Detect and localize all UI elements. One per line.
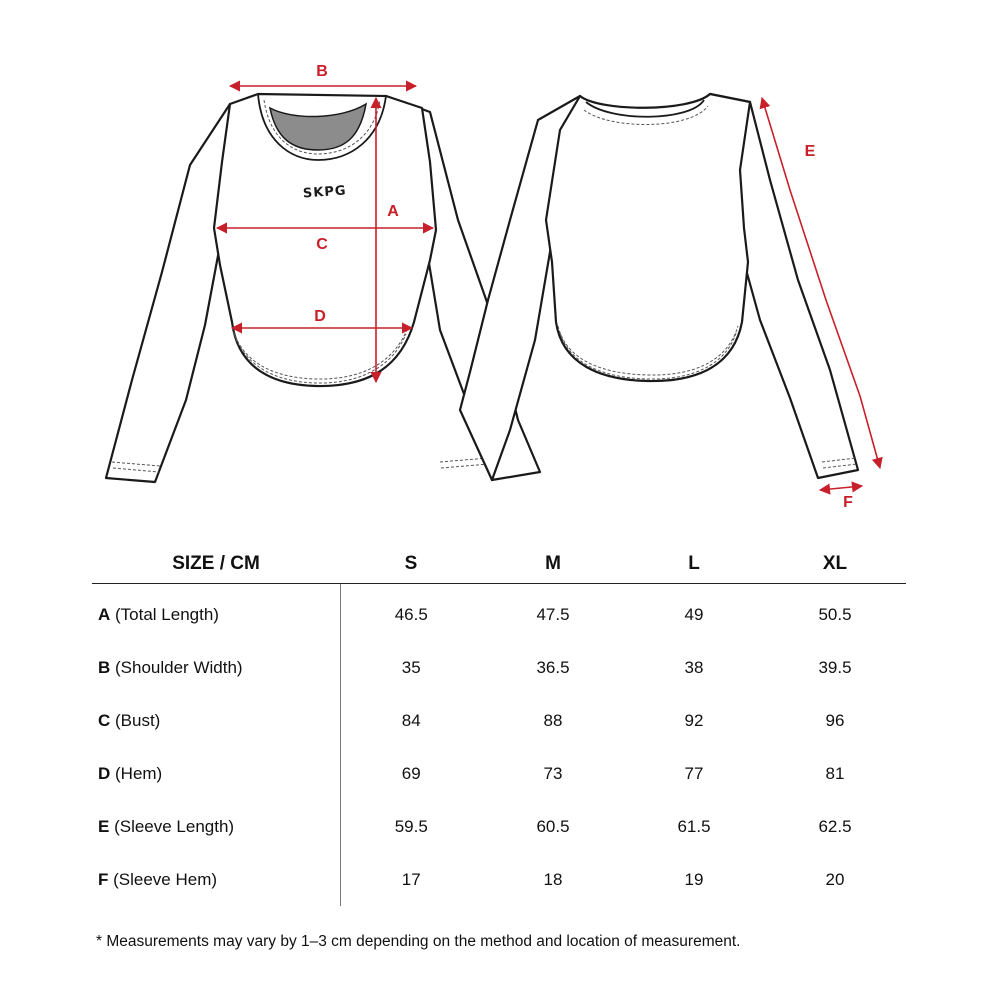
row-name: (Sleeve Hem) bbox=[108, 869, 218, 889]
cell-value: 20 bbox=[825, 869, 845, 889]
cell-value: 73 bbox=[543, 763, 563, 783]
table-header-row bbox=[92, 545, 906, 584]
table-row bbox=[92, 747, 906, 800]
cell-value: 92 bbox=[684, 710, 704, 730]
cell-value: 59.5 bbox=[394, 816, 428, 836]
cell-value: 62.5 bbox=[818, 816, 852, 836]
cell-value: 84 bbox=[401, 710, 421, 730]
back-body bbox=[546, 94, 750, 381]
row-label bbox=[92, 584, 340, 642]
label-c: C bbox=[316, 236, 328, 253]
cell-value: 96 bbox=[825, 710, 845, 730]
front-left-sleeve bbox=[106, 104, 230, 482]
cell-value: 77 bbox=[684, 763, 704, 783]
row-label bbox=[92, 747, 340, 800]
row-letter: D bbox=[98, 763, 111, 783]
row-label bbox=[92, 800, 340, 853]
cell-value: 49 bbox=[684, 604, 704, 624]
cell-value: 36.5 bbox=[536, 657, 570, 677]
row-name: (Hem) bbox=[110, 763, 163, 783]
header-size-s: S bbox=[340, 545, 482, 584]
row-name: (Shoulder Width) bbox=[110, 657, 243, 677]
label-f: F bbox=[843, 494, 853, 511]
cell-value: 35 bbox=[401, 657, 421, 677]
label-b: B bbox=[316, 63, 328, 80]
row-name: (Bust) bbox=[110, 710, 161, 730]
measurement-note: * Measurements may vary by 1–3 cm depending on the method and location of measurement. bbox=[96, 933, 741, 950]
cell-value: 38 bbox=[684, 657, 704, 677]
header-size-xl: XL bbox=[764, 545, 906, 584]
table-row bbox=[92, 584, 906, 642]
cell-value: 46.5 bbox=[394, 604, 428, 624]
label-e: E bbox=[804, 143, 816, 160]
row-label bbox=[92, 694, 340, 747]
chest-logo: SKPG bbox=[302, 183, 348, 202]
table-row bbox=[92, 694, 906, 747]
row-label bbox=[92, 641, 340, 694]
table-row bbox=[92, 641, 906, 694]
cell-value: 60.5 bbox=[536, 816, 570, 836]
label-a: A bbox=[387, 203, 399, 220]
row-letter: F bbox=[98, 869, 109, 889]
row-letter: A bbox=[98, 604, 111, 624]
cell-value: 39.5 bbox=[818, 657, 852, 677]
header-size-label: SIZE / CM bbox=[92, 545, 340, 584]
table-row bbox=[92, 800, 906, 853]
row-letter: C bbox=[98, 710, 111, 730]
cell-value: 47.5 bbox=[536, 604, 570, 624]
row-name: (Sleeve Length) bbox=[109, 816, 235, 836]
cell-value: 61.5 bbox=[677, 816, 711, 836]
cell-value: 18 bbox=[543, 869, 563, 889]
header-size-m: M bbox=[482, 545, 624, 584]
cell-value: 88 bbox=[543, 710, 563, 730]
row-name: (Total Length) bbox=[110, 604, 219, 624]
row-label bbox=[92, 853, 340, 906]
measure-line-f bbox=[820, 486, 862, 490]
row-letter: B bbox=[98, 657, 111, 677]
cell-value: 81 bbox=[825, 763, 845, 783]
cell-value: 19 bbox=[684, 869, 704, 889]
header-size-l: L bbox=[624, 545, 764, 584]
row-letter: E bbox=[98, 816, 110, 836]
label-d: D bbox=[314, 308, 326, 325]
cell-value: 50.5 bbox=[818, 604, 852, 624]
table-row bbox=[92, 853, 906, 906]
cell-value: 69 bbox=[401, 763, 421, 783]
size-table bbox=[92, 545, 906, 906]
cell-value: 17 bbox=[401, 869, 421, 889]
